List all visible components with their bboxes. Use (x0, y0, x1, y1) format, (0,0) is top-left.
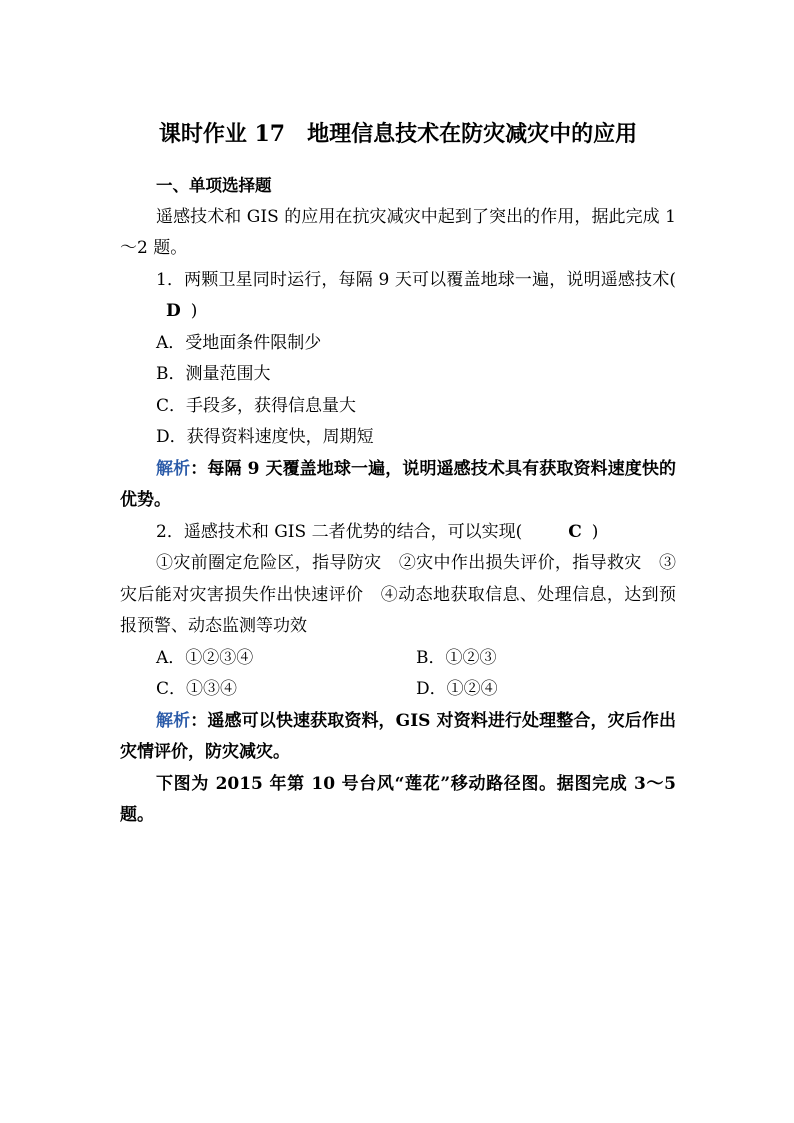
question-1-stem-text: 1．两颗卫星同时运行，每隔 9 天可以覆盖地球一遍，说明遥感技术( (156, 269, 676, 290)
question-2-option-d: D．①②④ (416, 679, 498, 699)
question-1-analysis (120, 454, 676, 517)
question-2-option-c: C．①③④ (156, 679, 238, 699)
question-2-option-a: A．①②③④ (156, 647, 254, 668)
question-1-analysis-text: ：每隔 9 天覆盖地球一遍，说明遥感技术具有获取资料速度快的优势。 (120, 458, 677, 510)
section-heading: 一、单项选择题 (156, 176, 272, 195)
question-1-stem (120, 265, 676, 328)
question-2-items: ①灾前圈定危险区，指导防灾 ②灾中作出损失评价，指导救灾 ③灾后能对灾害损失作出快速评价 ④动态地获取信息、处理信息，达到预报预警、动态监测等功效 (120, 553, 676, 636)
title-prefix: 课时作业 17 (158, 121, 286, 147)
question-2-analysis (120, 706, 676, 769)
question-1-stem-close: ) (190, 301, 198, 321)
intro-paragraph-2: 下图为 2015 年第 10 号台风“莲花”移动路径图。据图完成 3～5 题。 (120, 773, 676, 825)
question-2-options-row-2 (120, 674, 676, 706)
intro-paragraph-1: 遥感技术和 GIS 的应用在抗灾减灾中起到了突出的作用，据此完成 1～2 题。 (120, 206, 676, 258)
question-1-option-c: C．手段多，获得信息量大 (156, 395, 357, 416)
title-main: 地理信息技术在防灾减灾中的应用 (307, 121, 638, 147)
document-page (120, 116, 676, 832)
question-1-analysis-label: 解析 (156, 458, 191, 479)
page-title (120, 116, 676, 152)
question-2-analysis-text: ：遥感可以快速获取资料，GIS 对资料进行处理整合，灾后作出灾情评价，防灾减灾。 (120, 710, 677, 762)
question-2-option-b: B．①②③ (416, 647, 497, 668)
question-2-answer: C (568, 521, 582, 542)
question-1-option-d: D．获得资料速度快，周期短 (156, 427, 374, 447)
question-1-answer: D (166, 301, 181, 321)
question-2-stem-close: ) (591, 521, 599, 542)
question-2-analysis-label: 解析 (156, 710, 191, 731)
question-2-options-row-1 (120, 643, 676, 675)
question-1-option-b: B．测量范围大 (156, 364, 271, 384)
question-1-option-a: A．受地面条件限制少 (156, 332, 322, 353)
question-2-stem (120, 517, 676, 549)
question-2-stem-text: 2．遥感技术和 GIS 二者优势的结合，可以实现( (156, 521, 523, 542)
